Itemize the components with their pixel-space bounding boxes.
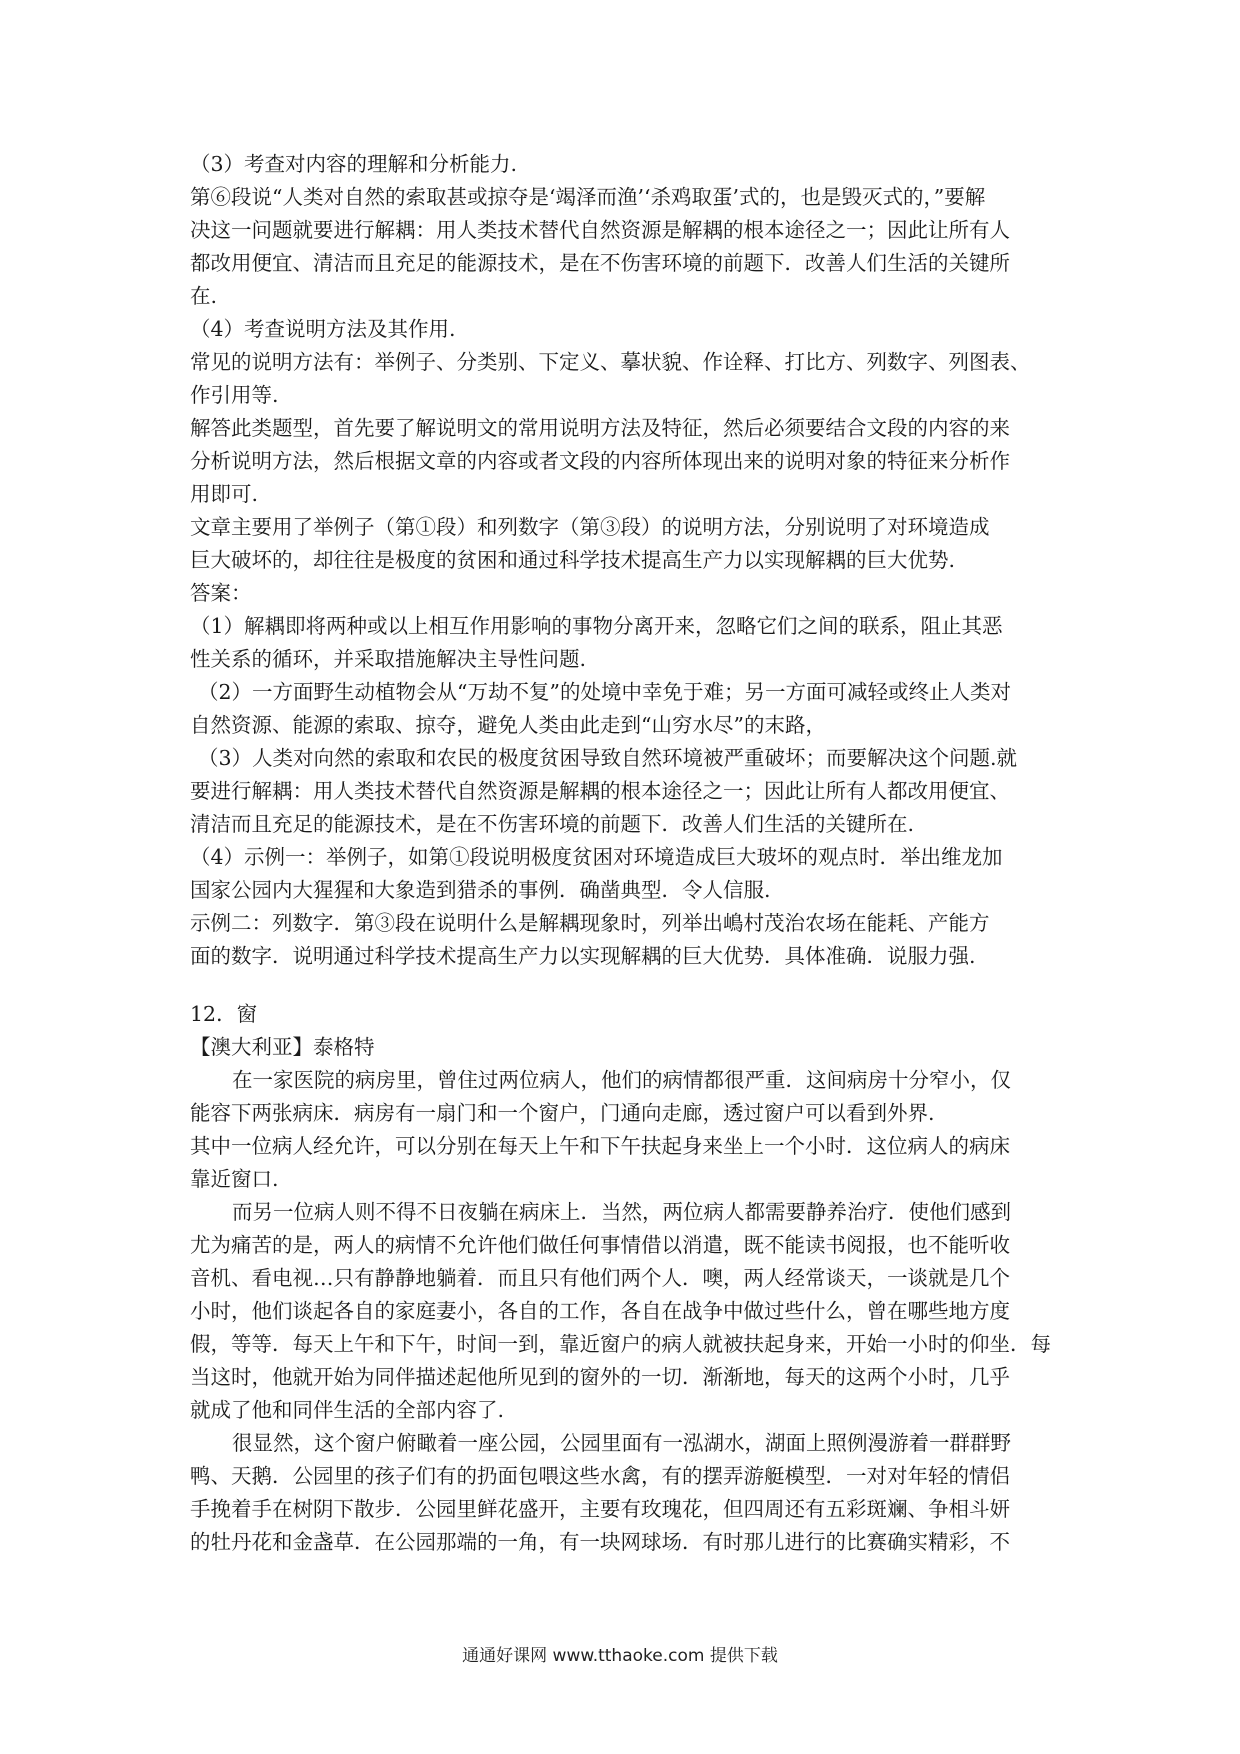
text-line: 都改用便宜、清洁而且充足的能源技术，是在不伤害环境的前题下．改善人们生活的关键所 xyxy=(190,251,1010,275)
text-line: 自然资源、能源的索取、掠夺，避免人类由此走到“山穷水尽”的末路， xyxy=(190,713,826,737)
text-line: 性关系的循环，并采取措施解决主导性问题. xyxy=(190,647,587,671)
text-line: 示例二：列数字．第③段在说明什么是解耦现象时，列举出嶋村茂治农场在能耗、产能方 xyxy=(190,911,990,935)
story-line: 鸭、天鹅．公园里的孩子们有的扔面包喂这些水禽，有的摆弄游艇模型．一对对年轻的情侣 xyxy=(190,1464,1010,1488)
story-line: 音机、看电视…只有静静地躺着．而且只有他们两个人．噢，两人经常谈天，一谈就是几个 xyxy=(190,1266,1010,1290)
story-line: 小时，他们谈起各自的家庭妻小，各自的工作，各自在战争中做过些什么，曾在哪些地方度 xyxy=(190,1299,1010,1323)
text-line: 解答此类题型，首先要了解说明文的常用说明方法及特征，然后必须要结合文段的内容的来 xyxy=(190,416,1010,440)
text-line: （4）示例一：举例子，如第①段说明极度贫困对环境造成巨大玻坏的观点时．举出维龙加 xyxy=(190,845,1003,869)
text-line: 清洁而且充足的能源技术，是在不伤害环境的前题下．改善人们生活的关键所在. xyxy=(190,812,915,836)
story-line: 很显然，这个窗户俯瞰着一座公园，公园里面有一泓湖水，湖面上照例漫游着一群群野 xyxy=(232,1431,1011,1455)
text-line: 决这一问题就要进行解耦：用人类技术替代自然资源是解耦的根本途径之一；因此让所有人 xyxy=(190,218,1010,242)
text-line: 常见的说明方法有：举例子、分类别、下定义、摹状貌、作诠释、打比方、列数字、列图表、 xyxy=(190,350,1031,374)
text-line: （3）考查对内容的理解和分析能力. xyxy=(190,152,518,176)
text-line: 文章主要用了举例子（第①段）和列数字（第③段）的说明方法，分别说明了对环境造成 xyxy=(190,515,990,539)
text-line: 分析说明方法，然后根据文章的内容或者文段的内容所体现出来的说明对象的特征来分析作 xyxy=(190,449,1010,473)
story-line: 手挽着手在树阴下散步．公园里鲜花盛开，主要有玫瑰花，但四周还有五彩斑斓、争相斗妍 xyxy=(190,1497,1010,1521)
story-line: 在一家医院的病房里，曾住过两位病人，他们的病情都很严重．这间病房十分窄小，仅 xyxy=(232,1068,1011,1092)
section-gap xyxy=(190,973,1060,998)
story-line: 的牡丹花和金盏草．在公园那端的一角，有一块网球场．有时那儿进行的比赛确实精彩，不 xyxy=(190,1530,1010,1554)
document-page xyxy=(190,148,1060,1559)
story-line: 其中一位病人经允许，可以分别在每天上午和下午扶起身来坐上一个小时．这位病人的病床 xyxy=(190,1134,1010,1158)
answer-section xyxy=(190,148,1060,973)
text-line: 在. xyxy=(190,284,218,308)
text-line: （2）一方面野生动植物会从“万劫不复”的处境中幸免于难；另一方面可减轻或终止人类对 xyxy=(198,680,1012,704)
text-line: 作引用等. xyxy=(190,383,279,407)
text-line: 面的数字．说明通过科学技术提高生产力以实现解耦的巨大优势．具体准确．说服力强. xyxy=(190,944,976,968)
text-line: 要进行解耦：用人类技术替代自然资源是解耦的根本途径之一；因此让所有人都改用便宜、 xyxy=(190,779,1010,803)
story-section xyxy=(190,998,1060,1559)
story-line: 而另一位病人则不得不日夜躺在病床上．当然，两位病人都需要静养治疗．使他们感到 xyxy=(232,1200,1011,1224)
story-line: 假，等等．每天上午和下午，时间一到，靠近窗户的病人就被扶起身来，开始一小时的仰坐．每 xyxy=(190,1332,1051,1356)
story-line: 靠近窗口. xyxy=(190,1167,279,1191)
text-line: （4）考查说明方法及其作用. xyxy=(190,317,456,341)
story-line: 就成了他和同伴生活的全部内容了. xyxy=(190,1398,505,1422)
story-line: 能容下两张病床．病房有一扇门和一个窗户，门通向走廊，透过窗户可以看到外界. xyxy=(190,1101,935,1125)
story-author: 【澳大利亚】泰格特 xyxy=(190,1035,375,1059)
page-footer: 通通好课网 www.tthaoke.com 提供下载 xyxy=(462,1646,778,1666)
text-line: （1）解耦即将两种或以上相互作用影响的事物分离开来，忽略它们之间的联系，阻止其恶 xyxy=(190,614,1003,638)
story-line: 当这时，他就开始为同伴描述起他所见到的窗外的一切．渐渐地，每天的这两个小时，几乎 xyxy=(190,1365,1010,1389)
text-line: （3）人类对向然的索取和农民的极度贫困导致自然环境被严重破坏；而要解决这个问题.就 xyxy=(198,746,1018,770)
answer-label: 答案： xyxy=(190,581,252,605)
text-line: 巨大破坏的，却往往是极度的贫困和通过科学技术提高生产力以实现解耦的巨大优势. xyxy=(190,548,956,572)
story-line: 尤为痛苦的是，两人的病情不允许他们做任何事情借以消遣，既不能读书阅报，也不能听收 xyxy=(190,1233,1010,1257)
text-line: 第⑥段说“人类对自然的索取甚或掠夺是‘竭泽而渔’‘杀鸡取蛋’式的，也是毁灭式的，”要解 xyxy=(190,185,986,209)
text-line: 国家公园内大猩猩和大象造到猎杀的事例．确凿典型．令人信服. xyxy=(190,878,771,902)
text-line: 用即可. xyxy=(190,482,259,506)
story-heading: 12．窗 xyxy=(190,1002,258,1026)
